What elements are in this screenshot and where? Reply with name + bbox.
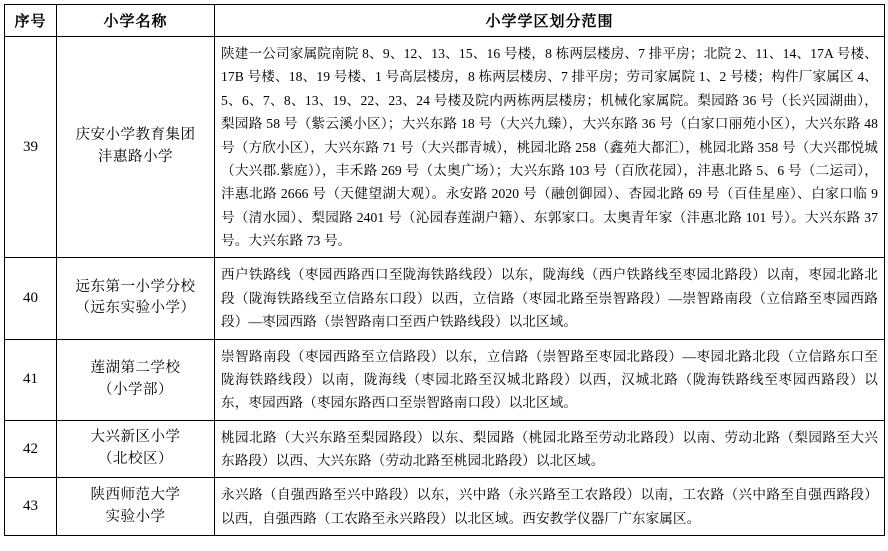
row-index: 40 <box>5 258 57 339</box>
table-header <box>5 5 885 37</box>
school-name-line: 远东第一小学分校 <box>75 278 196 295</box>
school-name-line: 陕西师范大学 <box>90 487 181 503</box>
column-header-zoning-range: 小学学区划分范围 <box>215 5 885 37</box>
table-row <box>5 37 885 258</box>
school-name-line: （小学部） <box>98 381 173 398</box>
row-index: 39 <box>5 37 57 258</box>
zoning-range: 桃园北路（大兴东路至梨园路段）以东、梨园路（桃园北路至劳动北路段）以南、劳动北路（梨园路至大兴东路段）以西、大兴东路（劳动北路至桃园北路段）以北区域。 <box>215 420 885 478</box>
table-row <box>5 478 885 536</box>
zoning-range: 西户铁路线（枣园西路西口至陇海铁路线段）以东，陇海线（西户铁路线至枣园北路段）以南，枣园北路北段（陇海铁路线至立信路东口段）以西，立信路（枣园北路至崇智路段）—崇智路南段（立信路至枣园西路段）—枣园西路（崇智路南口至西户铁路线段）以北区域。 <box>215 258 885 339</box>
row-index: 43 <box>5 478 57 536</box>
school-name <box>57 258 215 339</box>
zoning-range: 崇智路南段（枣园西路至立信路段）以东，立信路（崇智路至枣园北路段）—枣园北路北段（立信路东口至陇海铁路线段）以南，陇海线（枣园北路至汉城北路段）以西，汉城北路（陇海铁路线至枣园西路段）以东，枣园西路（枣园东路西口至崇智路南口段）以北区域。 <box>215 339 885 420</box>
school-name <box>57 339 215 420</box>
row-index: 41 <box>5 339 57 420</box>
school-name <box>57 420 215 478</box>
zoning-range: 永兴路（自强西路至兴中路段）以东，兴中路（永兴路至工农路段）以南，工农路（兴中路至自强西路段）以西，自强西路（工农路至永兴路段）以北区域。西安教学仪器厂广东家属区。 <box>215 478 885 536</box>
table-row <box>5 258 885 339</box>
table-body <box>5 37 885 536</box>
school-zoning-table <box>4 4 885 536</box>
school-name-line: 庆安小学教育集团 <box>75 127 196 144</box>
column-header-school-name: 小学名称 <box>57 5 215 37</box>
school-name <box>57 37 215 258</box>
school-name-line: 实验小学 <box>105 508 166 525</box>
row-index: 42 <box>5 420 57 478</box>
school-name-line: 大兴新区小学 <box>90 429 181 446</box>
table-row <box>5 420 885 478</box>
table-row <box>5 339 885 420</box>
table-header-row <box>5 5 885 37</box>
school-name-line: 莲湖第二学校 <box>90 359 181 376</box>
school-name-line: （北校区） <box>98 451 173 467</box>
zoning-range: 陕建一公司家属院南院 8、9、12、13、15、16 号楼，8 栋两层楼房、7 排平房；北院 2、11、14、17A 号楼、17B 号楼、18、19 号楼、1 号高层楼房，8 栋两层楼房、7 排平房；劳司家属院 1、2 号楼；构件厂家属区 4、5、6、7、8、13、19、22、23、24 号楼及院内两栋两层楼房；机械化家属院。梨园路 36 号（长兴园湖曲），梨园路 58 号（紫云溪小区）；大兴东路 18 号（大兴九臻），大兴东路 36 号（白家口丽苑小区），大兴东路 48 号（方欣小区），大兴东路 71 号（大兴郡青城），桃园北路 258（鑫苑大都汇），桃园北路 358 号（大兴郡悦城（大兴郡.紫庭）），丰禾路 269 号（太奥广场）；大兴东路 103 号（百欣花园），沣惠北路 5、6 号（二运司），沣惠北路 2666 号（天健望湖大观）。永安路 2020 号（融创御园）、杏园北路 69 号（百佳星座）、白家口临 9 号（清水园）、梨园路 2401 号（沁园春莲湖户籍）、东郭家口。太奥青年家（沣惠北路 101 号）。大兴东路 37 号。大兴东路 73 号。 <box>215 37 885 258</box>
school-name-line: （远东实验小学） <box>75 300 196 317</box>
school-name <box>57 478 215 536</box>
column-header-index: 序号 <box>5 5 57 37</box>
school-name-line: 沣惠路小学 <box>98 149 173 166</box>
